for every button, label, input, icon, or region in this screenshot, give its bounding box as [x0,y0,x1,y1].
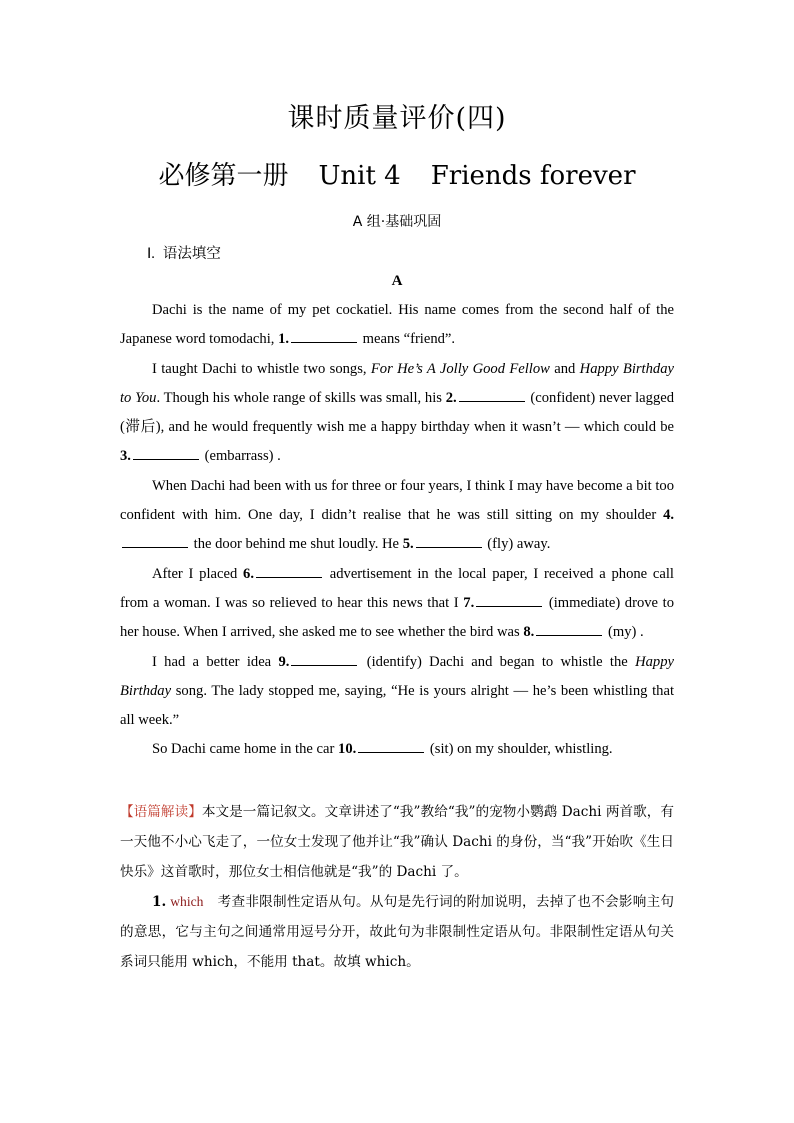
answer-number: 1. [152,894,167,910]
analysis-tag: 【语篇解读】 [120,804,202,820]
discourse-analysis [120,797,674,887]
text-run: (embarrass) . [204,448,281,465]
text-run: advertisement in the local paper, I received a phone call from a woman. I was so relieved to hear this news that I [120,565,674,611]
blank-number-6: 6. [243,565,254,582]
unit-heading [0,155,794,192]
analysis-text: 本文是一篇记叙文。文章讲述了“我”教给“我”的宠物小鹦鹉 Dachi 两首歌，有一天他不小心飞走了，一位女士发现了他并让“我”确认 Dachi 的身份，当“我”开始吹《生日快乐》这首歌时，那位女士相信他就是“我”的 Dachi 了。 [120,804,674,880]
text-run: (immediate) drove to her house. When I arrived, she asked me to see whether the bird was [120,594,674,641]
text-run: means “friend”. [362,331,456,348]
paragraph-6 [120,735,674,764]
section-label: 语法填空 [162,246,221,262]
book-label: 必修第一册 [158,161,289,191]
paragraph-1 [120,296,674,355]
blank-number-5: 5. [402,536,414,553]
answer-word: which [170,894,204,909]
section-heading [147,242,221,263]
blank-number-7: 7. [463,594,475,611]
blank-number-2: 2. [445,389,457,406]
blank-1[interactable] [291,328,357,343]
song-title: Happy Birthday [120,653,674,699]
text-run: . Though his whole range of skills was small, his [156,389,442,406]
text-run: (fly) away. [487,536,551,553]
answer-explanation: 考查非限制性定语从句。从句是先行词的附加说明，去掉了也不会影响主句的意思，它与主句之间通常用逗号分开，故此句为非限制性定语从句。非限制性定语从句关系词只能用 which，不能用 that。故填 which。 [120,894,674,970]
blank-9[interactable] [291,651,357,666]
text-run: and [554,360,576,377]
blank-3[interactable] [133,445,199,460]
text-run: When Dachi had been with us for three or four years, I think I may have become a bit too confident with him. One day, I didn’t realise that he was still sitting on my shoulder [120,477,674,524]
blank-6[interactable] [256,563,322,578]
blank-number-4: 4. [663,507,675,524]
topic-label: Friends forever [430,161,636,191]
blank-number-3: 3. [120,448,131,465]
text-run: song. The lady stopped me, saying, “He is yours alright — he’s been whistling that all week.” [120,682,674,729]
blank-8[interactable] [536,621,602,636]
text-run: So Dachi came home in the car [152,741,335,758]
text-run: After I placed [152,565,238,582]
group-heading: A 组·基础巩固 [352,214,442,230]
passage-letter: A [391,273,403,289]
blank-2[interactable] [459,387,525,402]
section-number: Ⅰ. [147,246,155,262]
song-title: Happy Birthday to You [120,360,674,406]
unit-label: Unit 4 [318,161,401,191]
lesson-title: 课时质量评价(四) [287,103,507,134]
paragraph-5 [120,648,674,736]
blank-4[interactable] [122,533,188,548]
paragraph-3 [120,472,674,560]
blank-10[interactable] [358,738,424,753]
text-run: Dachi is the name of my pet cockatiel. His name comes from the second half of the Japanese word tomodachi, [120,302,674,348]
answer-1 [120,887,674,977]
analysis-section [120,797,674,977]
text-run: I taught Dachi to whistle two songs, [152,360,367,377]
song-title: For He’s A Jolly Good Fellow [370,360,550,377]
passage-body [120,296,674,765]
blank-number-1: 1. [278,331,290,348]
text-run: (sit) on my shoulder, whistling. [429,741,613,758]
text-run: (my) . [607,624,644,641]
blank-number-10: 10. [338,741,357,758]
paragraph-4 [120,560,674,648]
paragraph-2 [120,355,674,472]
text-run: I had a better idea [152,653,272,670]
blank-7[interactable] [476,592,542,607]
blank-number-8: 8. [523,624,535,641]
blank-5[interactable] [416,533,482,548]
text-run: (identify) Dachi and began to whistle the [366,653,628,670]
blank-number-9: 9. [278,653,290,670]
text-run: (confident) never lagged (滞后), and he would frequently wish me a happy birthday when it wasn’t — which could be [120,389,675,436]
text-run: the door behind me shut loudly. He [193,536,400,553]
